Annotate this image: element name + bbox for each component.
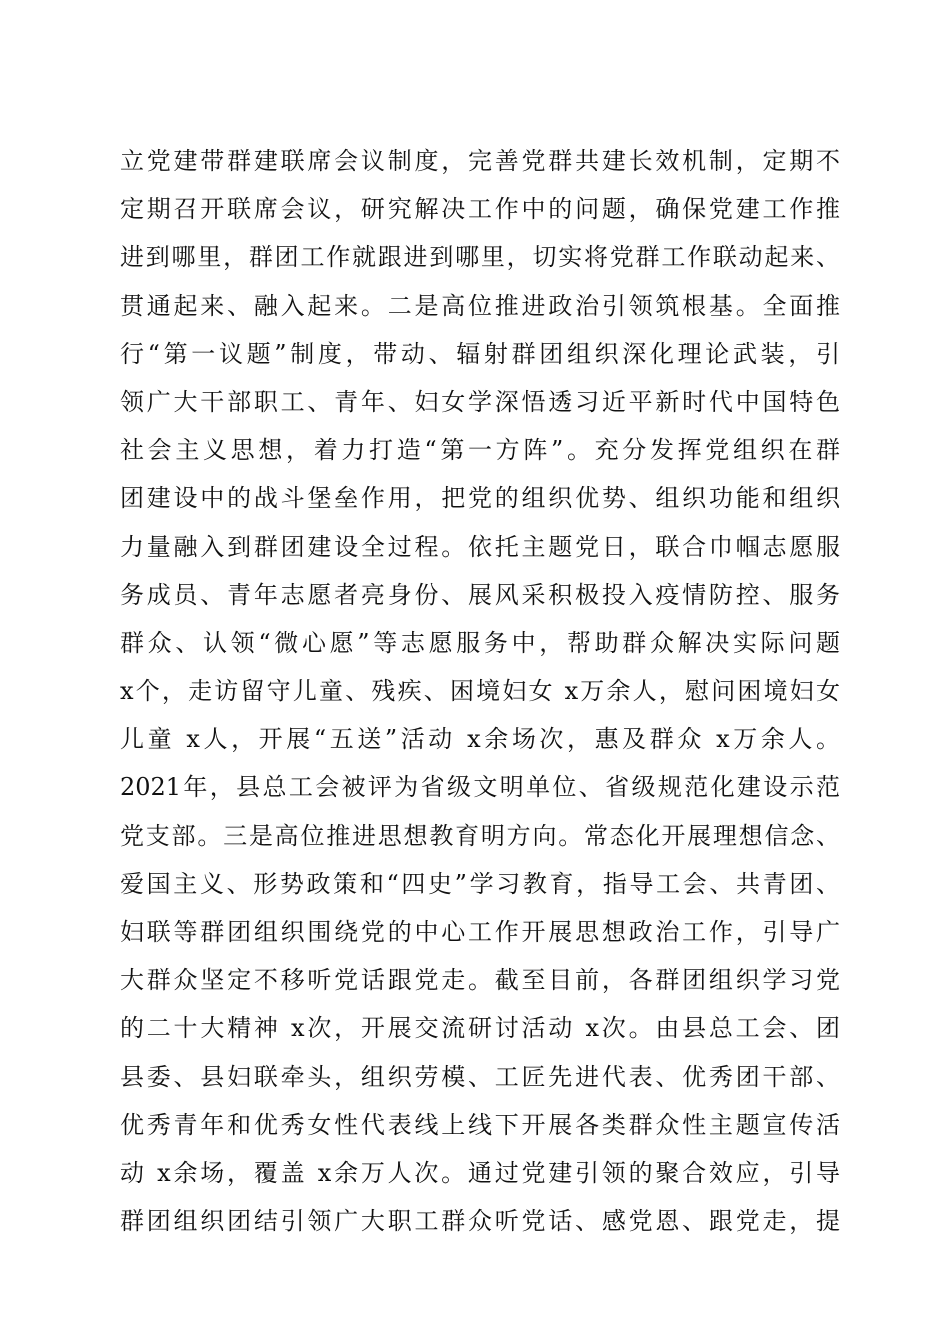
text-line-13: 儿童 x人，开展“五送”活动 x余场次，惠及群众 x万余人。 — [120, 725, 840, 754]
text-line-19: 的二十大精神 x次，开展交流研讨活动 x次。由县总工会、团 — [120, 1014, 840, 1043]
text-line-5: 行“第一议题”制度，带动、辐射群团组织深化理论武装，引 — [120, 339, 840, 368]
text-line-4: 贯通起来、融入起来。二是高位推进政治引领筑根基。全面推 — [120, 291, 840, 320]
text-line-12: x个，走访留守儿童、残疾、困境妇女 x万余人，慰问困境妇女 — [120, 677, 840, 706]
text-line-11: 群众、认领“微心愿”等志愿服务中，帮助群众解决实际问题 — [120, 628, 840, 657]
body-text — [120, 137, 840, 1245]
text-line-15: 党支部。三是高位推进思想教育明方向。常态化开展理想信念、 — [120, 821, 840, 850]
text-line-1: 立党建带群建联席会议制度，完善党群共建长效机制，定期不 — [120, 147, 840, 175]
text-line-3: 进到哪里，群团工作就跟进到哪里，切实将党群工作联动起来、 — [120, 243, 840, 272]
text-line-18: 大群众坚定不移听党话跟党走。截至目前，各群团组织学习党 — [120, 966, 840, 995]
text-line-8: 团建设中的战斗堡垒作用，把党的组织优势、组织功能和组织 — [120, 484, 840, 513]
text-line-22: 动 x余场，覆盖 x余万人次。通过党建引领的聚合效应，引导 — [120, 1158, 840, 1187]
text-line-20: 县委、县妇联牵头，组织劳模、工匠先进代表、优秀团干部、 — [120, 1062, 840, 1091]
text-line-23: 群团组织团结引领广大职工群众听党话、感党恩、跟党走，提 — [120, 1207, 840, 1236]
text-line-16: 爱国主义、形势政策和“四史”学习教育，指导工会、共青团、 — [120, 869, 840, 898]
text-line-9: 力量融入到群团建设全过程。依托主题党日，联合巾帼志愿服 — [120, 532, 840, 561]
text-line-7: 社会主义思想，着力打造“第一方阵”。充分发挥党组织在群 — [120, 436, 840, 465]
text-line-6: 领广大干部职工、青年、妇女学深悟透习近平新时代中国特色 — [120, 387, 840, 416]
text-line-10: 务成员、青年志愿者亮身份、展风采积极投入疫情防控、服务 — [120, 580, 840, 609]
text-line-21: 优秀青年和优秀女性代表线上线下开展各类群众性主题宣传活 — [120, 1110, 840, 1139]
text-line-2: 定期召开联席会议，研究解决工作中的问题，确保党建工作推 — [120, 195, 840, 224]
text-line-14: 2021年，县总工会被评为省级文明单位、省级规范化建设示范 — [120, 773, 840, 802]
text-line-17: 妇联等群团组织围绕党的中心工作开展思想政治工作，引导广 — [120, 918, 840, 946]
